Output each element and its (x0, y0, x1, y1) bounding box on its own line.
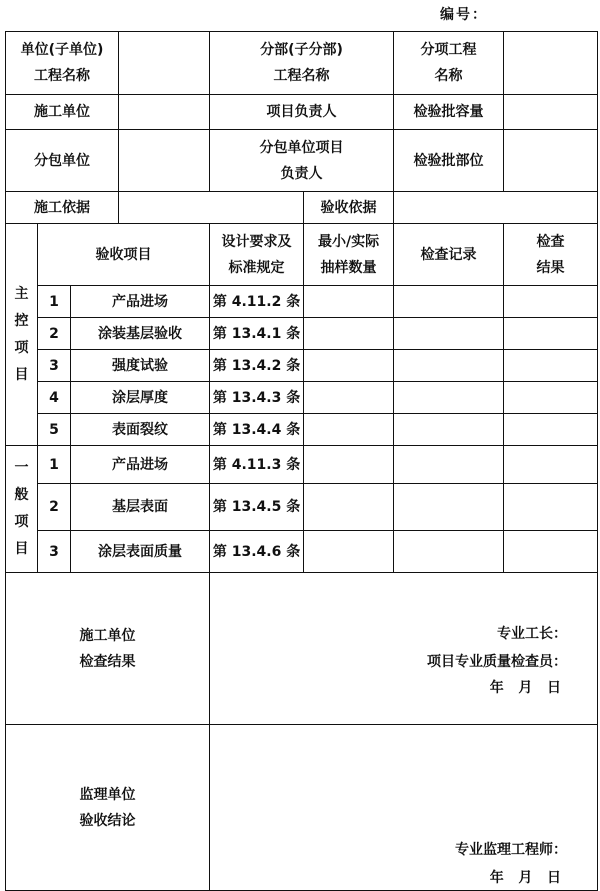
subcontract-unit-label: 分包单位 (6, 130, 119, 192)
table-row (6, 531, 598, 573)
batch-capacity-value[interactable] (504, 95, 598, 130)
batch-location-label: 检验批部位 (394, 130, 504, 192)
column-header-design-requirement: 设计要求及 标准规定 (210, 224, 304, 286)
item-result-value[interactable] (504, 382, 598, 414)
subitem-project-name-value[interactable] (504, 32, 598, 95)
item-sampling-value[interactable] (304, 350, 394, 382)
item-sampling-value[interactable] (304, 414, 394, 446)
item-number: 5 (38, 414, 71, 446)
item-result-value[interactable] (504, 414, 598, 446)
item-record-value[interactable] (394, 531, 504, 573)
item-clause: 第 13.4.1 条 (210, 318, 304, 350)
table-row (6, 484, 598, 531)
item-record-value[interactable] (394, 382, 504, 414)
item-clause: 第 13.4.2 条 (210, 350, 304, 382)
unit-project-name-label: 单位(子单位) 工程名称 (6, 32, 119, 95)
item-sampling-value[interactable] (304, 382, 394, 414)
item-number: 1 (38, 286, 71, 318)
item-record-value[interactable] (394, 318, 504, 350)
form-code-label: 编号： (440, 7, 488, 23)
subcontract-unit-value[interactable] (119, 130, 210, 192)
item-record-value[interactable] (394, 446, 504, 484)
item-result-value[interactable] (504, 286, 598, 318)
item-result-value[interactable] (504, 531, 598, 573)
item-number: 1 (38, 446, 71, 484)
general-section-label: 一 般 项 目 (6, 446, 38, 573)
column-header-sampling: 最小/实际 抽样数量 (304, 224, 394, 286)
item-number: 3 (38, 350, 71, 382)
item-record-value[interactable] (394, 414, 504, 446)
acceptance-basis-value[interactable] (394, 192, 598, 224)
inspection-date-label: 年 月 日 (489, 680, 562, 696)
item-name: 涂层厚度 (71, 382, 210, 414)
item-clause: 第 13.4.5 条 (210, 484, 304, 531)
quality-inspector-label: 项目专业质量检查员： (427, 654, 568, 670)
item-name: 涂层表面质量 (71, 531, 210, 573)
item-sampling-value[interactable] (304, 446, 394, 484)
column-header-result: 检查 结果 (504, 224, 598, 286)
division-project-name-label: 分部(子分部) 工程名称 (210, 32, 394, 95)
supervision-conclusion-label: 监理单位 验收结论 (6, 725, 210, 891)
construction-basis-label: 施工依据 (6, 192, 119, 224)
subitem-project-name-label: 分项工程 名称 (394, 32, 504, 95)
item-clause: 第 13.4.3 条 (210, 382, 304, 414)
construction-basis-value[interactable] (119, 192, 304, 224)
table-row (6, 414, 598, 446)
table-row (6, 446, 598, 484)
inspection-result-label: 施工单位 检查结果 (6, 573, 210, 725)
item-record-value[interactable] (394, 286, 504, 318)
item-clause: 第 4.11.3 条 (210, 446, 304, 484)
item-sampling-value[interactable] (304, 531, 394, 573)
batch-location-value[interactable] (504, 130, 598, 192)
acceptance-basis-label: 验收依据 (304, 192, 394, 224)
item-name: 强度试验 (71, 350, 210, 382)
main-control-section-label: 主 控 项 目 (6, 224, 38, 446)
item-sampling-value[interactable] (304, 318, 394, 350)
item-name: 表面裂纹 (71, 414, 210, 446)
item-sampling-value[interactable] (304, 286, 394, 318)
item-clause: 第 13.4.4 条 (210, 414, 304, 446)
item-number: 3 (38, 531, 71, 573)
item-name: 产品进场 (71, 286, 210, 318)
table-row (6, 382, 598, 414)
inspection-form-table (5, 31, 598, 891)
table-row (6, 350, 598, 382)
item-result-value[interactable] (504, 350, 598, 382)
item-number: 2 (38, 318, 71, 350)
item-number: 4 (38, 382, 71, 414)
item-result-value[interactable] (504, 446, 598, 484)
column-header-record: 检查记录 (394, 224, 504, 286)
project-leader-label: 项目负责人 (210, 95, 394, 130)
item-name: 基层表面 (71, 484, 210, 531)
item-record-value[interactable] (394, 350, 504, 382)
subcontract-leader-label: 分包单位项目 负责人 (210, 130, 394, 192)
item-name: 产品进场 (71, 446, 210, 484)
item-result-value[interactable] (504, 484, 598, 531)
inspection-result-area[interactable] (210, 573, 598, 725)
table-row (6, 318, 598, 350)
column-header-item: 验收项目 (38, 224, 210, 286)
item-name: 涂装基层验收 (71, 318, 210, 350)
item-clause: 第 13.4.6 条 (210, 531, 304, 573)
item-result-value[interactable] (504, 318, 598, 350)
batch-capacity-label: 检验批容量 (394, 95, 504, 130)
item-sampling-value[interactable] (304, 484, 394, 531)
table-row (6, 286, 598, 318)
supervision-conclusion-area[interactable] (210, 725, 598, 891)
foreman-label: 专业工长： (497, 626, 568, 642)
unit-project-name-value[interactable] (119, 32, 210, 95)
supervision-date-label: 年 月 日 (489, 870, 562, 886)
supervising-engineer-label: 专业监理工程师： (455, 842, 568, 858)
item-number: 2 (38, 484, 71, 531)
item-clause: 第 4.11.2 条 (210, 286, 304, 318)
construction-unit-label: 施工单位 (6, 95, 119, 130)
construction-unit-value[interactable] (119, 95, 210, 130)
item-record-value[interactable] (394, 484, 504, 531)
